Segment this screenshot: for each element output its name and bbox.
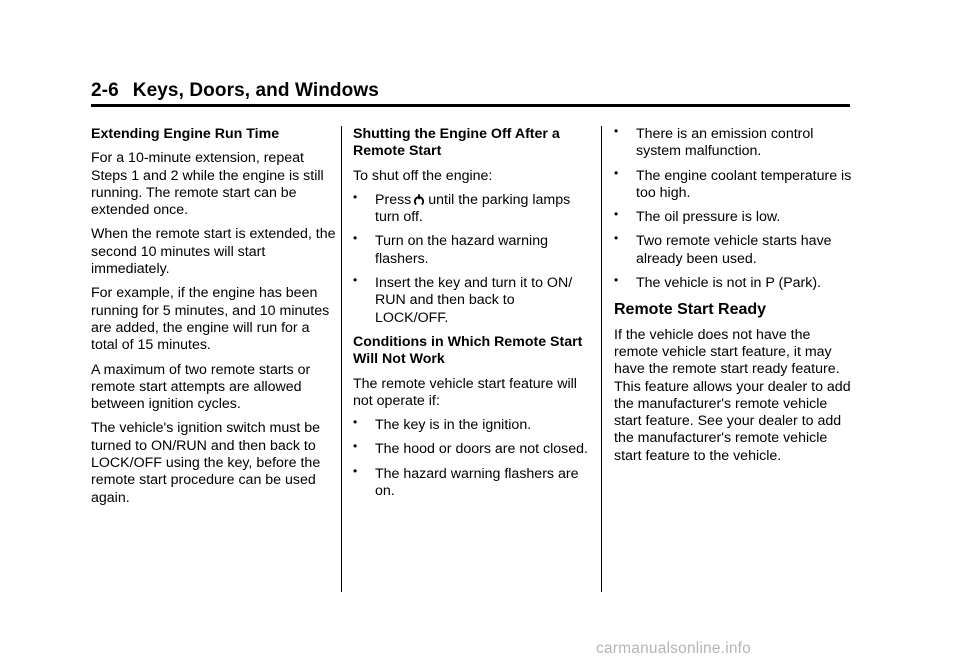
column-2 <box>353 126 590 507</box>
column-3 <box>614 126 854 472</box>
list-item <box>614 233 854 268</box>
list-item-text: There is an emission control system malfunction. <box>636 126 814 160</box>
section-heading-remote-start-ready: Remote Start Ready <box>614 301 767 319</box>
list-item <box>353 441 590 458</box>
bullet: • <box>614 124 619 138</box>
list-item-text: The hood or doors are not closed. <box>375 441 588 458</box>
paragraph: For a 10-minute extension, repeat Steps 1 and 2 while the engine is still running. The remote start can be extended once. <box>91 150 324 219</box>
column-divider <box>341 126 342 592</box>
subheading-conditions: Conditions in Which Remote Start Will Not Work <box>353 333 583 368</box>
list-item <box>353 463 590 501</box>
list-item <box>353 417 590 434</box>
bullet: • <box>353 439 358 454</box>
paragraph: To shut off the engine: <box>353 167 493 184</box>
list-item-text-prefix: Press <box>375 191 412 208</box>
paragraph: The remote vehicle start feature will not operate if: <box>353 375 577 409</box>
watermark: carmanualsonline.info <box>596 640 751 657</box>
column-divider <box>601 126 602 592</box>
list-item-text: The hazard warning flashers are on. <box>375 465 579 500</box>
bullet: • <box>614 231 619 246</box>
paragraph: The vehicle's ignition switch must be turned to ON/RUN and then back to LOCK/OFF using the key, before the remote start procedure can be used again. <box>91 420 321 506</box>
subheading-extending-run-time: Extending Engine Run Time <box>91 126 280 142</box>
bullet: • <box>353 231 358 246</box>
list-item-text-suffix: until the parking lamps turn off. <box>375 191 571 226</box>
page-title: Keys, Doors, and Windows <box>132 80 379 101</box>
list-item-text: The key is in the ignition. <box>375 417 532 434</box>
bullet-list-shut-off <box>353 189 590 327</box>
remote-start-icon <box>414 193 424 206</box>
list-item-text: The oil pressure is low. <box>636 209 781 226</box>
bullet: • <box>353 415 358 430</box>
paragraph: When the remote start is extended, the second 10 minutes will start immediately. <box>91 226 336 278</box>
list-item-text: Insert the key and turn it to ON/ RUN and then back to LOCK/OFF. <box>375 275 573 326</box>
list-item <box>614 126 854 161</box>
list-item <box>353 275 590 327</box>
list-item <box>353 233 590 268</box>
page-header <box>91 80 379 102</box>
list-item-text: The engine coolant temperature is too high. <box>636 167 852 201</box>
list-item-text: Turn on the hazard warning flashers. <box>375 233 548 267</box>
bullet: • <box>614 165 619 180</box>
bullet: • <box>614 273 619 288</box>
bullet: • <box>353 463 358 478</box>
subheading-shutting-engine-off: Shutting the Engine Off After a Remote Start <box>353 126 560 160</box>
bullet-list-conditions-continued <box>614 126 854 292</box>
paragraph: A maximum of two remote starts or remote start attempts are allowed between ignition cycles. <box>91 361 311 413</box>
bullet: • <box>353 273 358 288</box>
list-item-text: The vehicle is not in P (Park). <box>636 275 822 292</box>
bullet: • <box>353 189 358 204</box>
page-number: 2-6 <box>91 80 119 101</box>
paragraph: If the vehicle does not have the remote vehicle start feature, it may have the remote start ready feature. This feature allows your dealer to add the manufacturer's remote vehicle start feature. See your dealer to add the manufacturer's remote vehicle start feature to the vehicle. <box>614 326 851 464</box>
list-item <box>353 189 590 227</box>
list-item-text: Two remote vehicle starts have already been used. <box>636 233 832 267</box>
column-1 <box>91 126 336 514</box>
list-item <box>614 165 854 203</box>
bullet: • <box>614 207 619 222</box>
bullet-list-conditions <box>353 417 590 500</box>
paragraph: For example, if the engine has been running for 5 minutes, and 10 minutes are added, the engine will run for a total of 15 minutes. <box>91 285 330 354</box>
list-item <box>614 275 854 292</box>
header-rule <box>91 104 850 107</box>
list-item <box>614 209 854 226</box>
